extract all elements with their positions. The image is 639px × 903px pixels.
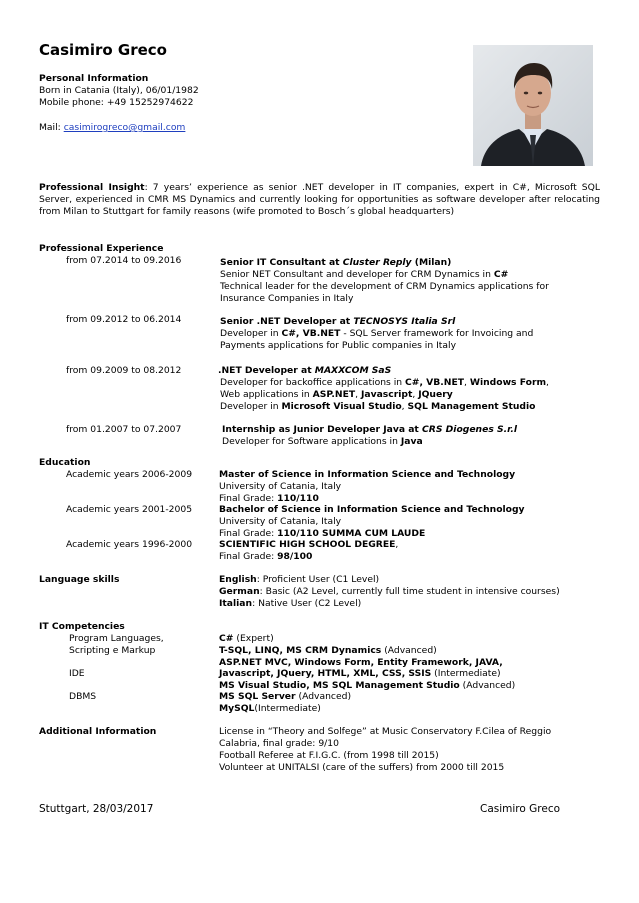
education-university: University of Catania, Italy xyxy=(219,516,342,527)
company-name: MAXXCOM SaS xyxy=(314,365,392,376)
job-description-line: Technical leader for the development of CRM Dynamics applications for xyxy=(220,281,549,292)
it-category: Scripting e Markup xyxy=(69,645,156,656)
job-description-line: Insurance Companies in Italy xyxy=(220,293,354,304)
signature: Casimiro Greco xyxy=(480,803,561,815)
education-period: Academic years 1996-2000 xyxy=(66,539,193,550)
job-title: .NET Developer at MAXXCOM SaS xyxy=(218,365,392,376)
job-description-line: Payments applications for Public companies in Italy xyxy=(220,340,457,351)
place-date: Stuttgart, 28/03/2017 xyxy=(39,803,154,815)
job-title: Internship as Junior Developer Java at CRS Diogenes S.r.l xyxy=(222,424,517,435)
it-skill-line: C# (Expert) xyxy=(219,633,274,644)
education-grade: Final Grade: 110/110 SUMMA CUM LAUDE xyxy=(219,528,426,539)
job-period: from 07.2014 to 09.2016 xyxy=(66,255,182,266)
job-period: from 09.2012 to 06.2014 xyxy=(66,314,182,325)
candidate-name: Casimiro Greco xyxy=(39,41,167,59)
it-skill-line: ASP.NET MVC, Windows Form, Entity Framework, JAVA, xyxy=(219,657,503,668)
mail-label: Mail: xyxy=(39,122,64,133)
education-degree: SCIENTIFIC HIGH SCHOOL DEGREE, xyxy=(219,539,399,550)
job-description-line: Developer in C#, VB.NET - SQL Server framework for Invoicing and xyxy=(220,328,534,339)
additional-info-line: Calabria, final grade: 9/10 xyxy=(219,738,339,749)
additional-info-line: Volunteer at UNITALSI (care of the suffers) from 2000 till 2015 xyxy=(219,762,505,773)
additional-info-line: Football Referee at F.I.G.C. (from 1998 till 2015) xyxy=(219,750,439,761)
it-skill-line: MS Visual Studio, MS SQL Management Studio (Advanced) xyxy=(219,680,516,691)
profile-photo xyxy=(473,45,593,166)
mail-row xyxy=(39,122,185,134)
mail-link[interactable]: casimirogreco@gmail.com xyxy=(63,122,186,133)
additional-info-line: License in “Theory and Solfege” at Music Conservatory F.Cilea of Reggio xyxy=(219,726,552,737)
job-description-line: Developer for Software applications in Java xyxy=(222,436,423,447)
it-skill-line: MS SQL Server (Advanced) xyxy=(219,691,352,702)
education-grade: Final Grade: 110/110 xyxy=(219,493,319,504)
professional-insight xyxy=(39,182,600,218)
education-period: Academic years 2001-2005 xyxy=(66,504,193,515)
education-degree: Master of Science in Information Science and Technology xyxy=(219,469,516,480)
education-period: Academic years 2006-2009 xyxy=(66,469,193,480)
language-item: Italian: Native User (C2 Level) xyxy=(219,598,362,609)
additional-info-heading: Additional Information xyxy=(39,726,157,737)
job-description-line: Web applications in ASP.NET, Javascript, JQuery xyxy=(220,389,453,400)
it-skill-line: T-SQL, LINQ, MS CRM Dynamics (Advanced) xyxy=(219,645,437,656)
education-grade: Final Grade: 98/100 xyxy=(219,551,313,562)
language-item: English: Proficient User (C1 Level) xyxy=(219,574,380,585)
birth-info: Born in Catania (Italy), 06/01/1982 xyxy=(39,85,199,96)
it-category: Program Languages, xyxy=(69,633,164,644)
education-degree: Bachelor of Science in Information Science and Technology xyxy=(219,504,525,515)
job-period: from 09.2009 to 08.2012 xyxy=(66,365,182,376)
it-category: IDE xyxy=(69,668,85,679)
it-skill-line: Javascript, JQuery, HTML, XML, CSS, SSIS (Intermediate) xyxy=(219,668,501,679)
language-item: German: Basic (A2 Level, currently full time student in intensive courses) xyxy=(219,586,560,597)
languages-heading: Language skills xyxy=(39,574,120,585)
company-name: Cluster Reply xyxy=(342,257,412,268)
job-description-line: Senior NET Consultant and developer for CRM Dynamics in C# xyxy=(220,269,509,280)
job-description-line: Developer for backoffice applications in C#, VB.NET, Windows Form, xyxy=(220,377,549,388)
job-description-line: Developer in Microsoft Visual Studio, SQL Management Studio xyxy=(220,401,536,412)
company-name: TECNOSYS Italia Srl xyxy=(353,316,456,327)
education-heading: Education xyxy=(39,457,91,468)
experience-heading: Professional Experience xyxy=(39,243,164,254)
job-title: Senior IT Consultant at Cluster Reply (Milan) xyxy=(220,257,452,268)
job-title: Senior .NET Developer at TECNOSYS Italia Srl xyxy=(220,316,456,327)
company-name: CRS Diogenes S.r.l xyxy=(422,424,517,435)
insight-label: Professional Insight xyxy=(39,182,145,193)
it-category: DBMS xyxy=(69,691,97,702)
mobile-phone: Mobile phone: +49 15252974622 xyxy=(39,97,194,108)
it-competencies-heading: IT Competencies xyxy=(39,621,125,632)
insight-text: : 7 years’ experience as senior .NET developer in IT companies, expert in C#, Microsoft SQL Server, experienced in CMR MS Dynamics and currently looking for opportunities as software developer after relocating from Milan to Stuttgart for family reasons (wife promoted to Bosch´s global headquarters) xyxy=(39,182,600,217)
education-university: University of Catania, Italy xyxy=(219,481,342,492)
job-period: from 01.2007 to 07.2007 xyxy=(66,424,182,435)
personal-info-heading: Personal Information xyxy=(39,73,149,84)
it-skill-line: MySQL(Intermediate) xyxy=(219,703,321,714)
